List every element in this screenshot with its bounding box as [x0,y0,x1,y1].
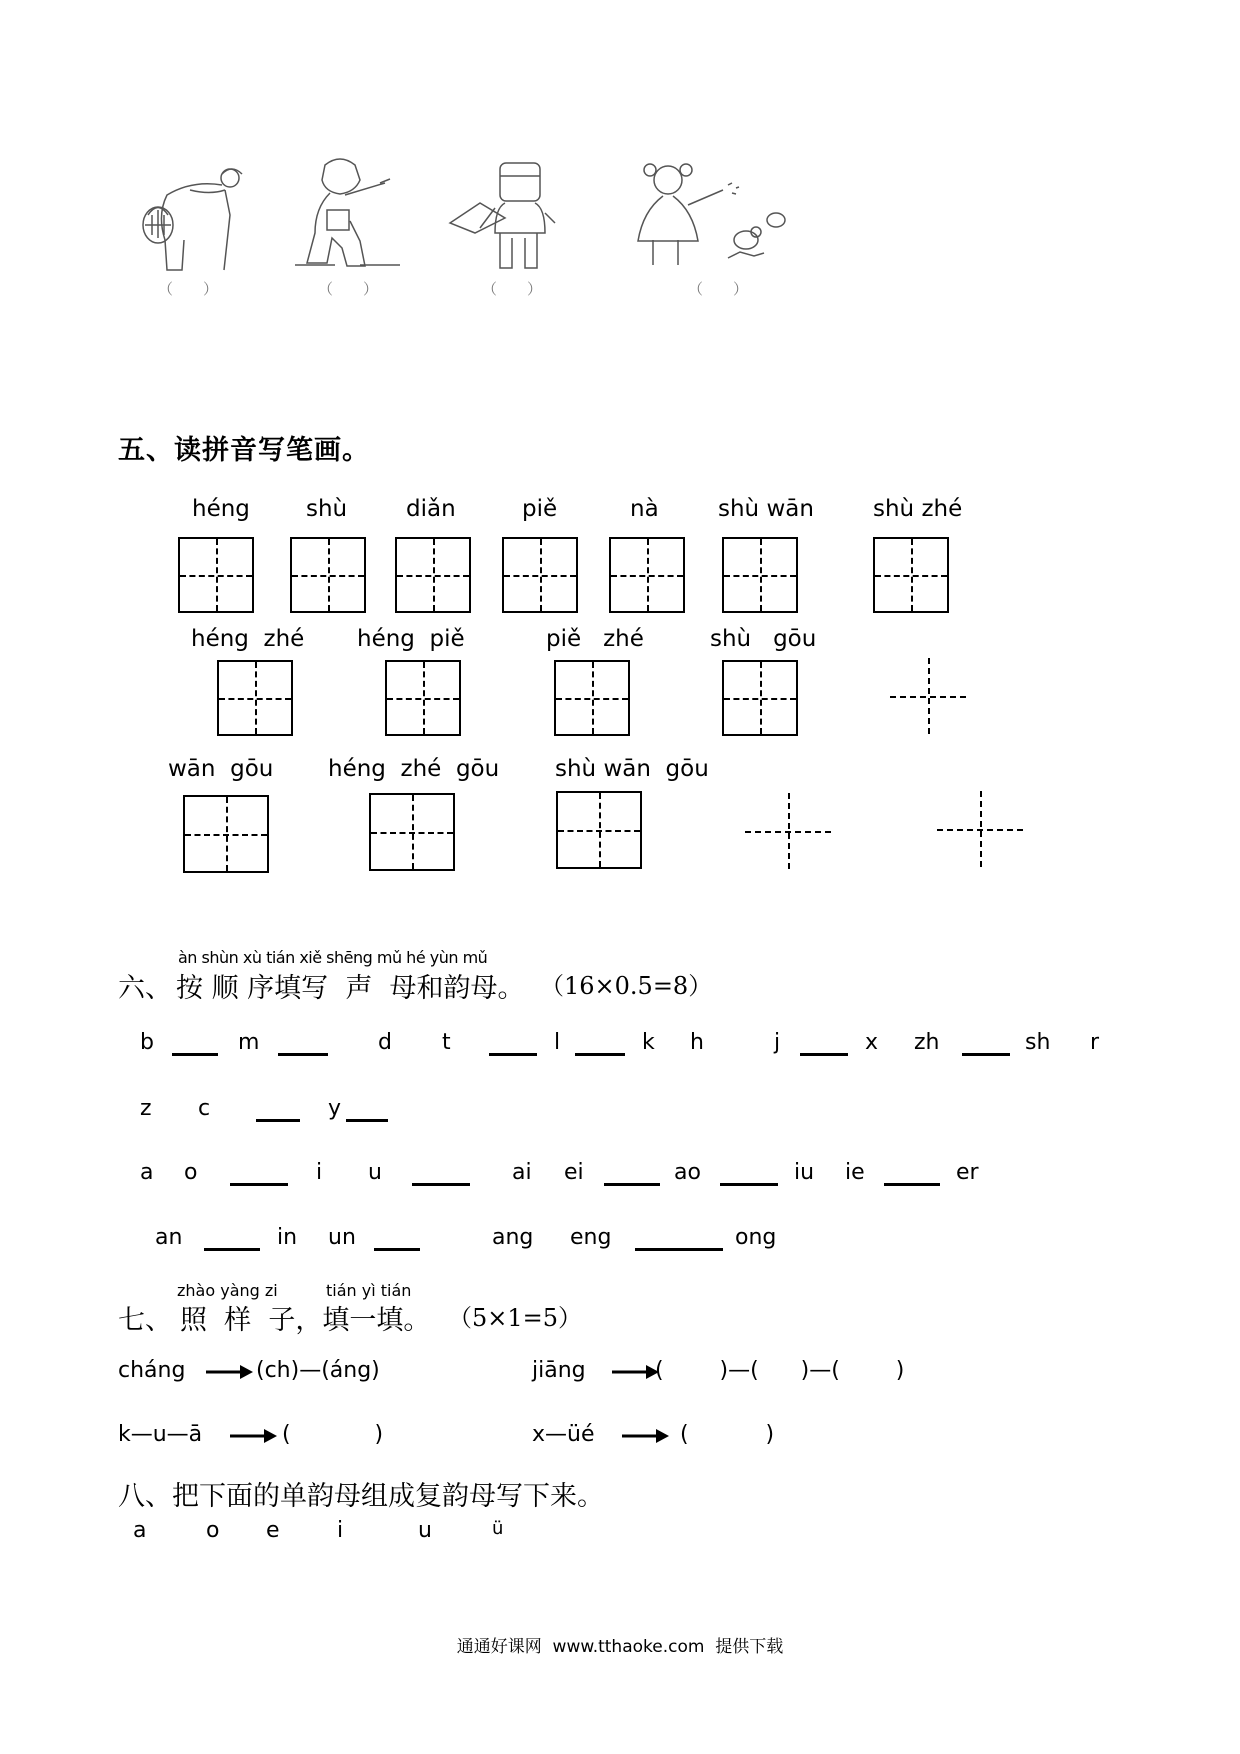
final-letter: ao [674,1160,701,1185]
answer-blank[interactable] [575,1053,625,1056]
illustration-boy-cake [445,158,575,276]
writing-box[interactable] [217,660,293,736]
writing-box[interactable] [873,537,949,613]
section6-number: 六、 [118,973,172,1004]
section7-pinyin-ruby-1: zhào yàng zi [177,1281,278,1300]
illustration-girl-chicks [628,160,798,275]
stroke-pinyin: shù wān gōu [555,756,709,782]
stroke-pinyin: héng [192,496,250,522]
stroke-pinyin: shù zhé [873,496,963,522]
answer-blank[interactable] [635,1248,723,1251]
final-letter: ong [735,1225,777,1250]
final-letter: ie [845,1160,865,1185]
stroke-pinyin: héng zhé gōu [328,756,500,782]
section7-title: 照 样 子，填一填。 [180,1305,431,1336]
section5-title: 五、读拼音写笔画。 [118,435,370,466]
answer-blank[interactable] [800,1053,848,1056]
stroke-pinyin: nà [630,496,659,522]
final-letter: ei [564,1160,584,1185]
answer-blank[interactable] [230,1183,288,1186]
exercise-syllable: x—üé [532,1422,595,1447]
example-syllable: cháng [118,1358,186,1383]
dashed-cross-guide [890,658,966,734]
answer-blank[interactable] [604,1183,660,1186]
final-letter: i [316,1160,323,1185]
vowel-letter: o [206,1518,220,1543]
initial-letter: j [774,1030,781,1055]
answer-blank[interactable] [720,1183,778,1186]
arrow-right-icon [622,1426,670,1446]
exercise-syllable: k—u—ā [118,1422,203,1447]
stroke-pinyin: wān gōu [168,756,274,782]
section7-score: （5×1=5） [448,1304,583,1332]
answer-blank[interactable] [489,1053,537,1056]
dashed-cross-guide [937,791,1023,867]
final-letter: in [277,1225,298,1250]
section6-score: （16×0.5=8） [540,972,713,1000]
answer-blank[interactable] [172,1053,218,1056]
stroke-pinyin: diǎn [406,496,456,522]
writing-box[interactable] [554,660,630,736]
girl-feeding-chicks-icon [628,160,798,275]
final-letter: a [140,1160,154,1185]
initial-letter: y [328,1096,342,1121]
section6-pinyin-ruby: àn shùn xù tián xiě shēng mǔ hé yùn mǔ [178,948,488,967]
answer-blank[interactable] [346,1119,388,1122]
writing-box[interactable] [502,537,578,613]
initial-letter: c [198,1096,211,1121]
final-letter: an [155,1225,183,1250]
illustration-answer-3: （ ） [482,280,543,298]
initial-letter: zh [914,1030,940,1055]
final-letter: eng [570,1225,612,1250]
grandma-with-basket-icon [130,160,260,275]
exercise-syllable: jiāng [532,1358,586,1383]
final-letter: er [956,1160,979,1185]
writing-box[interactable] [385,660,461,736]
initial-letter: d [378,1030,392,1055]
writing-box[interactable] [395,537,471,613]
illustration-answer-2: （ ） [318,280,379,298]
final-letter: un [328,1225,356,1250]
writing-box[interactable] [178,537,254,613]
answer-blank[interactable] [884,1183,940,1186]
stroke-pinyin: piě zhé [546,626,644,652]
initial-letter: x [865,1030,879,1055]
arrow-right-icon [612,1362,660,1382]
writing-box[interactable] [609,537,685,613]
illustration-answer-4: （ ） [688,280,749,298]
stroke-pinyin: shù [306,496,348,522]
vowel-letter: a [133,1518,147,1543]
final-letter: ai [512,1160,532,1185]
initial-letter: r [1090,1030,1100,1055]
final-letter: ang [492,1225,534,1250]
writing-box[interactable] [290,537,366,613]
vowel-letter: ü [492,1518,504,1539]
initial-letter: z [140,1096,152,1121]
writing-box[interactable] [183,795,269,873]
answer-blank[interactable] [962,1053,1010,1056]
exercise-answer-field[interactable]: ( )—( )—( ) [655,1358,905,1383]
initial-letter: h [690,1030,704,1055]
vowel-letter: i [337,1518,344,1543]
arrow-right-icon [230,1426,278,1446]
boy-with-cake-icon [445,158,575,276]
example-answer: (ch)—(áng) [256,1358,380,1383]
stroke-pinyin: héng piě [357,626,465,652]
vowel-letter: u [418,1518,432,1543]
initial-letter: b [140,1030,154,1055]
writing-box[interactable] [369,793,455,871]
initial-letter: l [554,1030,561,1055]
stroke-pinyin: héng zhé [191,626,305,652]
stroke-pinyin: shù wān [718,496,814,522]
section7-pinyin-ruby-2: tián yì tián [326,1281,412,1300]
writing-box[interactable] [556,791,642,869]
exercise-answer-field[interactable]: ( ) [680,1422,775,1447]
answer-blank[interactable] [204,1248,260,1251]
section8-title: 八、把下面的单韵母组成复韵母写下来。 [118,1481,604,1512]
answer-blank[interactable] [374,1248,420,1251]
dashed-cross-guide [745,793,831,869]
writing-box[interactable] [722,660,798,736]
arrow-right-icon [206,1362,254,1382]
section6-title: 按 顺 序填写 声 母和韵母。 [176,973,525,1004]
stroke-pinyin: shù gōu [710,626,817,652]
section7-number: 七、 [118,1305,172,1336]
vowel-letter: e [266,1518,280,1543]
answer-blank[interactable] [412,1183,470,1186]
writing-box[interactable] [722,537,798,613]
boy-playing-flute-icon [285,155,415,275]
exercise-answer-field[interactable]: ( ) [282,1422,384,1447]
illustration-boy-flute [285,155,415,275]
initial-letter: t [442,1030,451,1055]
answer-blank[interactable] [278,1053,328,1056]
initial-letter: m [238,1030,260,1055]
illustration-answer-1: （ ） [158,280,219,298]
final-letter: iu [794,1160,815,1185]
illustration-grandma [130,160,260,275]
initial-letter: k [642,1030,655,1055]
stroke-pinyin: piě [522,496,558,522]
final-letter: o [184,1160,198,1185]
answer-blank[interactable] [256,1119,300,1122]
initial-letter: sh [1025,1030,1051,1055]
footer-credit: 通通好课网 www.tthaoke.com 提供下载 [456,1637,784,1657]
final-letter: u [368,1160,382,1185]
